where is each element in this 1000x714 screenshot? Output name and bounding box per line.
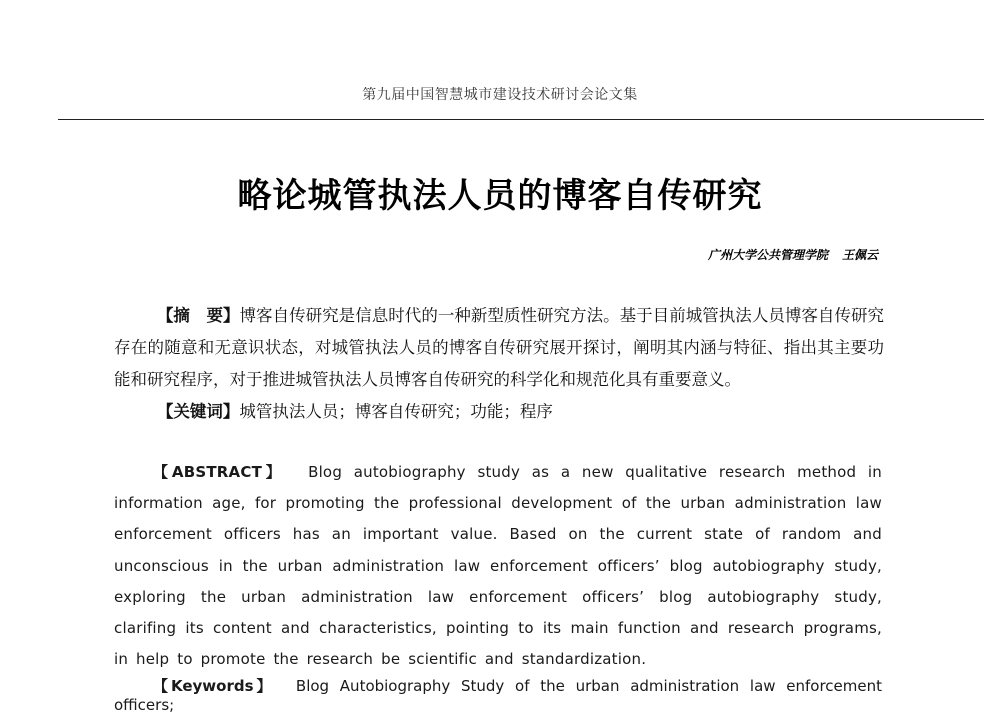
author-name: 王佩云 xyxy=(841,248,878,262)
english-abstract-label: 【ABSTRACT】 xyxy=(153,463,285,481)
paper-title: 略论城管执法人员的博客自传研究 xyxy=(237,176,763,216)
english-keywords xyxy=(114,675,882,714)
chinese-keywords xyxy=(114,396,884,428)
chinese-keywords-label: 【关键词】 xyxy=(156,402,240,421)
english-keywords-label: 【Keywords】 xyxy=(153,677,275,695)
chinese-keywords-text: 城管执法人员；博客自传研究；功能；程序 xyxy=(239,402,553,421)
chinese-abstract xyxy=(114,300,884,396)
english-abstract-text: Blog autobiography study as a new qualitative research method in information age, for promoting the professional development of the urban administration law enforcement officers has an important value. Based on the current state of random and unconscious in the urban administration law enforcement officers’ blog autobiography study, exploring the urban administration law enforcement officers’ blog autobiography study, clarifing its content and characteristics, pointing to its main function and research programs, in help to promote the research be scientific and standardization. xyxy=(114,463,883,669)
english-abstract-section xyxy=(114,457,882,675)
author-affiliation: 广州大学公共管理学院 xyxy=(707,248,828,262)
running-header: 第九届中国智慧城市建设技术研讨会论文集 xyxy=(362,87,638,103)
header-rule xyxy=(58,119,984,120)
english-abstract xyxy=(114,457,882,675)
english-keywords-text: Blog Autobiography Study of the urban administration law enforcement officers; xyxy=(114,677,882,714)
chinese-abstract-text: 博客自传研究是信息时代的一种新型质性研究方法。基于目前城管执法人员博客自传研究存在的随意和无意识状态，对城管执法人员的博客自传研究展开探讨，阐明其内涵与特征、指出其主要功能和研究程序，对于推进城管执法人员博客自传研究的科学化和规范化具有重要意义。 xyxy=(114,306,885,389)
chinese-abstract-label: 【摘 要】 xyxy=(156,306,240,325)
chinese-abstract-section xyxy=(114,300,884,428)
byline xyxy=(708,246,878,263)
